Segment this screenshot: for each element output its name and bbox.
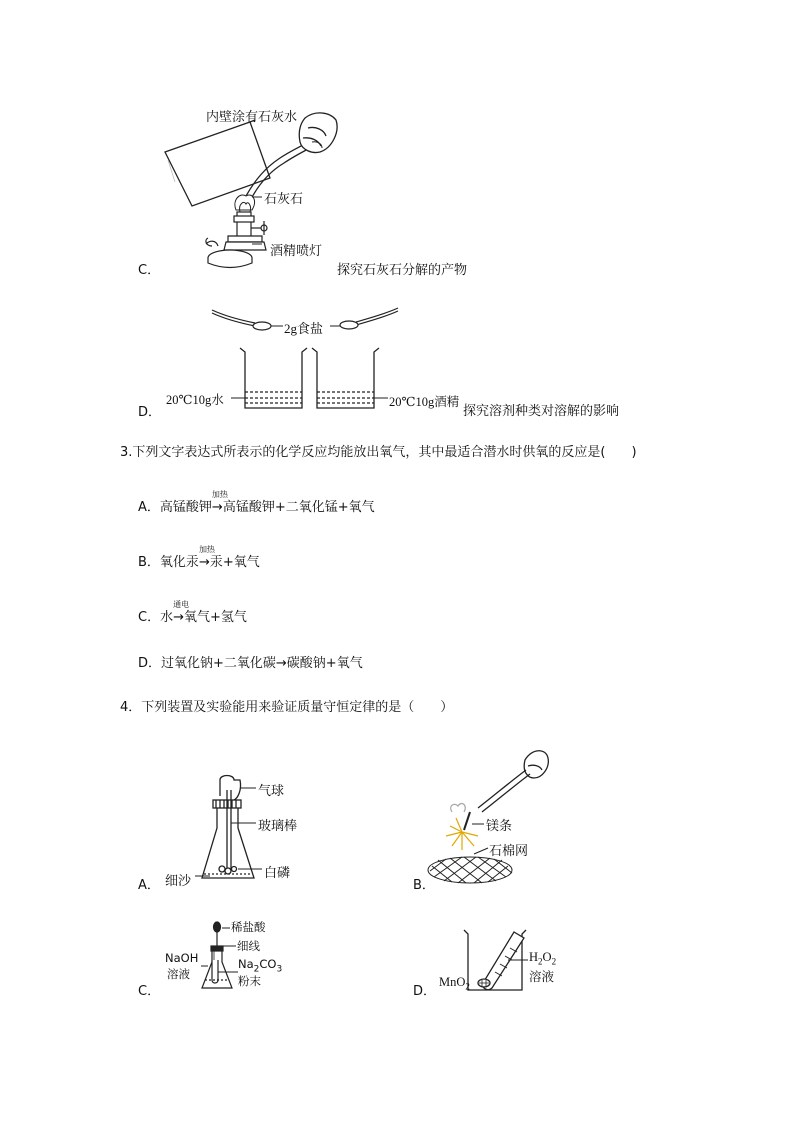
label-h2o2 [529, 950, 556, 967]
formula-subscript: 2 [538, 956, 543, 967]
question-4-stem: 4．下列装置及实验能用来验证质量守恒定律的是（ ） [120, 700, 454, 715]
reaction-condition: 加热 [198, 545, 215, 554]
products: 高锰酸钾+二氧化锰+氧气 [222, 500, 375, 515]
question-3-stem: 3.下列文字表达式所表示的化学反应均能放出氧气，其中最适合潜水时供氧的反应是( ) [120, 445, 637, 460]
option-letter-b: B． [413, 878, 435, 893]
option-letter: C． [138, 610, 161, 625]
formula-part: Na [238, 957, 254, 971]
formula-part: CO [259, 957, 277, 971]
reactant: 氧化汞 [159, 555, 199, 570]
reactant: 高锰酸钾 [159, 500, 212, 515]
label-h2o2-solution: 溶液 [529, 969, 555, 984]
label-fine-thread: 细线 [237, 939, 260, 953]
option-text: 过氧化钠+二氧化碳→碳酸钠+氧气 [161, 656, 363, 671]
reaction-condition: 通电 [173, 600, 190, 609]
products: 氧气+氢气 [184, 610, 247, 625]
label-glass-rod: 玻璃棒 [258, 819, 298, 834]
formula-subscript: 2 [551, 956, 557, 967]
formula-subscript: 2 [465, 981, 470, 992]
label-20c-10g-alcohol: 20℃10g酒精 [389, 395, 460, 409]
formula-subscript: 3 [276, 964, 283, 975]
option-letter: B． [138, 555, 160, 570]
label-balloon: 气球 [258, 784, 285, 799]
formula-part: H [529, 950, 539, 964]
label-20c-10g-water: 20℃10g水 [166, 393, 224, 407]
label-magnesium-ribbon: 镁条 [486, 819, 513, 834]
option-letter-a: A． [138, 878, 160, 893]
label-alcohol-blast-lamp: 酒精喷灯 [270, 244, 323, 259]
option-letter: D． [138, 656, 162, 671]
option-letter-c: C． [138, 263, 161, 278]
option-letter-d: D． [413, 984, 437, 999]
option-letter: A． [138, 500, 160, 515]
arrow-symbol: → [198, 555, 210, 570]
label-fine-sand: 细沙 [165, 874, 192, 889]
label-white-phosphorus: 白磷 [264, 866, 291, 881]
caption-solvent: 探究溶剂种类对溶解的影响 [463, 404, 620, 419]
label-dilute-hcl: 稀盐酸 [231, 920, 266, 934]
label-asbestos-gauze: 石棉网 [489, 844, 529, 859]
products: 汞+氧气 [209, 555, 260, 570]
label-naoh-solution: 溶液 [167, 967, 190, 981]
arrow-symbol: → [211, 500, 223, 515]
label-powder: 粉末 [238, 974, 261, 988]
label-limestone: 石灰石 [264, 192, 304, 207]
label-2g-salt: 2g食盐 [284, 321, 324, 336]
formula-part: MnO [439, 975, 466, 989]
option-letter-c: C． [138, 984, 161, 999]
formula-subscript: 2 [253, 964, 260, 975]
caption-limestone: 探究石灰石分解的产物 [337, 263, 468, 278]
label-naoh: NaOH [165, 951, 199, 965]
formula-part: O [542, 950, 552, 964]
reaction-condition: 加热 [211, 490, 228, 499]
option-letter-d: D． [138, 405, 162, 420]
label-inner-wall-limewater: 内壁涂有石灰水 [206, 110, 298, 125]
arrow-symbol: → [173, 610, 184, 625]
label-mno2 [439, 975, 470, 992]
reactant: 水 [160, 610, 174, 625]
